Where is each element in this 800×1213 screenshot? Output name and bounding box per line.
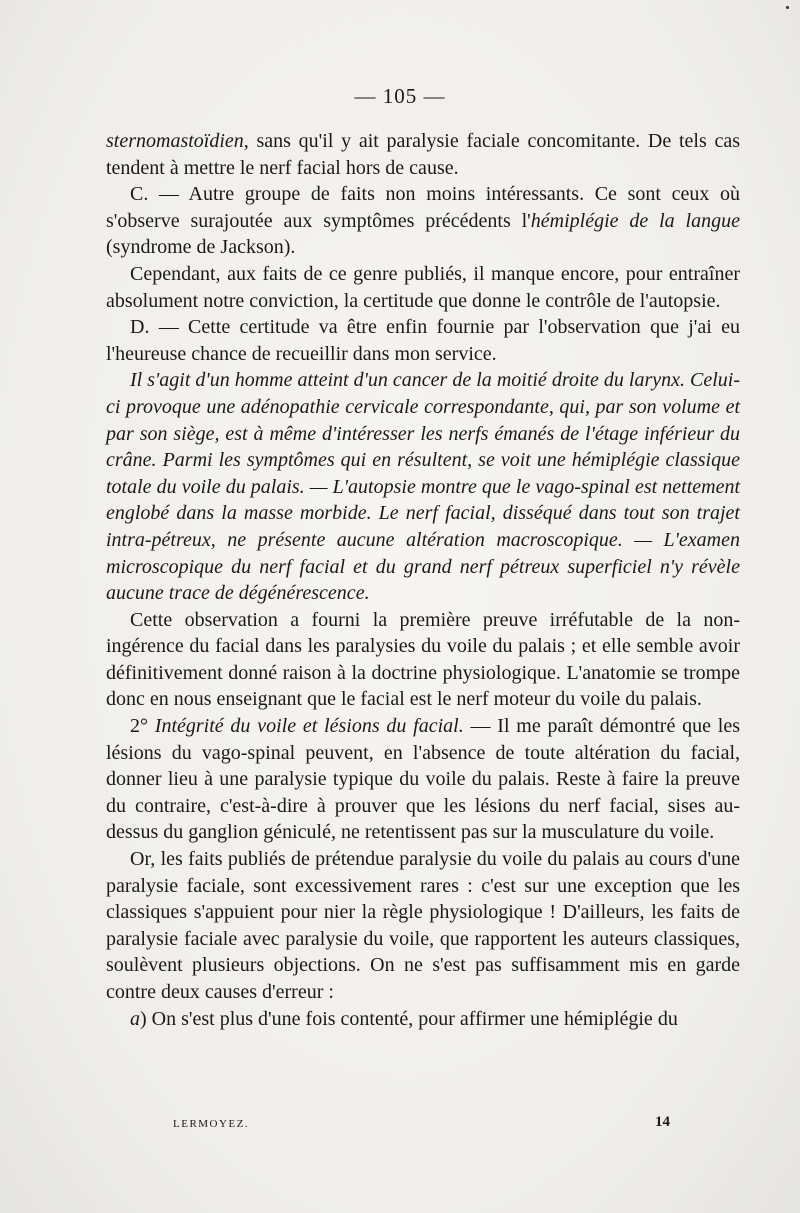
sheet-number: 14 [655,1114,670,1130]
paragraph [106,314,740,367]
italic-text: sternomastoïdien [106,130,244,152]
italic-text: Intégrité du voile et lésions du facial. [154,715,464,738]
paragraph [106,846,740,1006]
page-number-header: — 105 — [354,84,446,108]
body-text [106,128,740,1032]
paragraph [106,367,740,606]
italic-text: Il s'agit d'un homme atteint d'un cancer de la moitié droite du larynx. Celui-ci provoque une adénopathie cervicale correspondante, qui, par son volume et par son siège, est à même d'intéresser les nerfs émanés de l'étage inférieur du crâne. Parmi les symptômes qui en résultent, se voit une hémiplégie classique totale du voile du palais. — L'autopsie montre que le vago-spinal est nettement englobé dans la masse morbide. Le nerf facial, disséqué dans tout son trajet intra-pétreux, ne présente aucune altération macroscopique. — L'examen microscopique du nerf facial et du grand nerf pétreux superficiel n'y révèle aucune trace de dégénérescence. [106,369,740,605]
italic-text: a [130,1007,140,1030]
text-run: 2° [130,715,155,738]
text-run: ) On s'est plus d'une fois contenté, pour affirmer une hémiplégie du [140,1007,678,1030]
paragraph [106,1006,740,1033]
text-run: , sans qu'il y ait paralysie faciale concomitante. De tels cas tendent à mettre le nerf facial hors de cause. [106,130,740,179]
paragraph [106,713,740,846]
text-run: C. — Autre groupe de faits non moins intéressants. Ce sont ceux où s'observe surajoutée aux symptômes précédents l' [106,183,740,232]
text-run: Or, les faits publiés de prétendue paralysie du voile du palais au cours d'une paralysie faciale, sont excessivement rares : c'est sur une exception que les classiques s'appuient pour nier la règle physiologique ! D'ailleurs, les faits de paralysie faciale avec paralysie du voile, que rapportent les auteurs classiques, soulèvent plusieurs objections. On ne s'est pas suffisamment mis en garde contre deux causes d'erreur : [106,848,740,1003]
paragraph [106,181,740,261]
text-run: Cependant, aux faits de ce genre publiés, il manque encore, pour entraîner absolument notre conviction, la certitude que donne le contrôle de l'autopsie. [106,262,740,312]
italic-text: hémiplégie de la langue [530,209,740,232]
paragraph [106,128,740,181]
text-run: D. — Cette certitude va être enfin fournie par l'observation que j'ai eu l'heureuse chance de recueillir dans mon service. [106,316,740,365]
paragraph [106,261,740,314]
ink-speck [786,6,789,9]
text-run: — Il me paraît démontré que les lésions du vago-spinal peuvent, en l'absence de toute altération du facial, donner lieu à une paralysie typique du voile du palais. Reste à faire la preuve du contraire, c'est-à-dire à prouver que les lésions du nerf facial, sises au-dessus du ganglion géniculé, ne retentissent pas sur la musculature du voile. [106,715,740,844]
signature-mark: LERMOYEZ. [173,1118,250,1130]
paragraph [106,607,740,713]
text-run: Cette observation a fourni la première preuve irréfutable de la non-ingérence du facial dans les paralysies du voile du palais ; et elle semble avoir définitivement donné raison à la doctrine physiologique. L'anatomie se trompe donc en nous enseignant que le facial est le nerf moteur du voile du palais. [106,608,740,711]
text-run: (syndrome de Jackson). [106,236,296,259]
